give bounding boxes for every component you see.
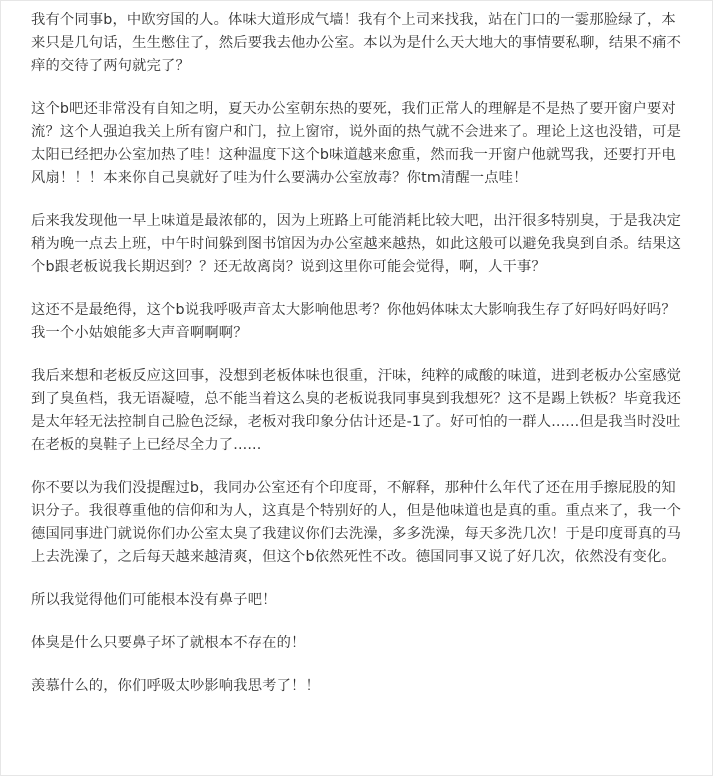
paragraph-4: 这还不是最绝得，这个b说我呼吸声音太大影响他思考？你他妈体味太大影响我生存了好吗好吗好吗？我一个小姑娘能多大声音啊啊啊？: [31, 302, 676, 341]
paragraph-2: 这个b吧还非常没有自知之明，夏天办公室朝东热的要死，我们正常人的理解是不是热了要开窗户要对流？这个人强迫我关上所有窗户和门，拉上窗帘，说外面的热气就不会进来了。理论上这也没错，可是太阳已经把办公室加热了哇！这种温度下这个b味道越来愈重，然而我一开窗户他就骂我，还要打开电风扇！！！本来你自己臭就好了哇为什么要满办公室放毒？你tm清醒一点哇！: [31, 101, 682, 186]
paragraph-6: 你不要以为我们没提醒过b，我同办公室还有个印度哥，不解释，那种什么年代了还在用手擦屁股的知识分子。我很尊重他的信仰和为人，这真是个特别好的人，但是他味道也是真的重。重点来了，我一个德国同事进门就说你们办公室太臭了我建议你们去洗澡，多多洗澡，每天多洗几次！于是印度哥真的马上去洗澡了，之后每天越来越清爽，但这个b依然死性不改。德国同事又说了好几次，依然没有变化。: [31, 480, 682, 565]
paragraph-8: 体臭是什么只要鼻子坏了就根本不存在的！: [31, 635, 306, 651]
paragraph-1: 我有个同事b，中欧穷国的人。体味大道形成气墙！我有个上司来找我，站在门口的一霎那脸绿了，本来只是几句话，生生憋住了，然后要我去他办公室。本以为是什么天大地大的事情要私聊，结果不痛不痒的交待了两句就完了？: [31, 12, 682, 74]
paragraph-5: 我后来想和老板反应这回事，没想到老板体味也很重，汗味，纯粹的咸酸的味道，进到老板办公室感觉到了臭鱼档，我无语凝噎，总不能当着这么臭的老板说我同事臭到我想死？这不是踢上铁板？毕竟我还是太年轻无法控制自己脸色泛绿，老板对我印象分估计还是-1了。好可怕的一群人......但是我当时没吐在老板的臭鞋子上已经尽全力了......: [31, 368, 682, 453]
paragraph-3: 后来我发现他一早上味道是最浓郁的，因为上班路上可能消耗比较大吧，出汗很多特别臭，于是我决定稍为晚一点去上班，中午时间躲到图书馆因为办公室越来越热，如此这般可以避免我臭到自杀。结果这个b跟老板说我长期迟到？？还无故离岗？说到这里你可能会觉得，啊，人干事？: [31, 213, 682, 275]
article-body: [31, 9, 686, 718]
paragraph-9: 羡慕什么的，你们呼吸太吵影响我思考了！！: [31, 678, 320, 694]
paragraph-7: 所以我觉得他们可能根本没有鼻子吧！: [31, 592, 277, 608]
